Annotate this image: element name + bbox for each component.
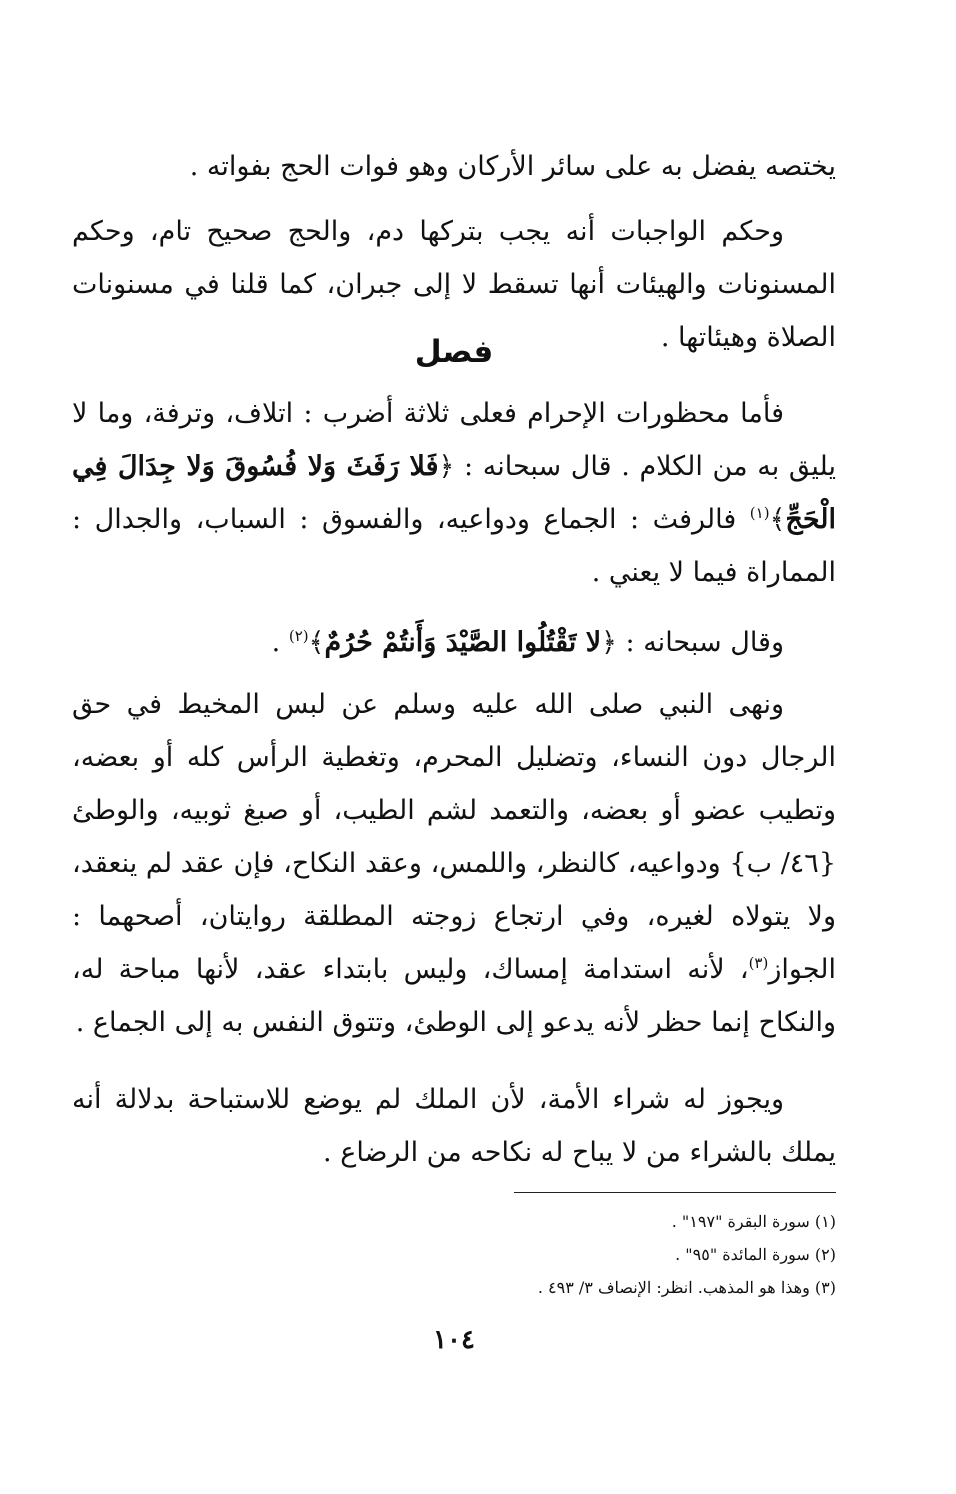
paragraph-text: ، لأنه استدامة إمساك، وليس بابتداء عقد، لأنها مباحة له، والنكاح إنما حظر لأنه يدعو إلى الوطئ، وتتوق النفس به إلى الجماع . [72, 954, 836, 1038]
footnote-1: (١) سورة البقرة "١٩٧" . [671, 1212, 836, 1231]
paragraph-text: يختصه يفضل به على سائر الأركان وهو فوات الحج بفواته . [189, 151, 836, 182]
paragraph-prohibitions [72, 678, 836, 1049]
quran-verse: فَلا رَفَثَ وَلا فُسُوقَ وَلا جِدَالَ فِي الْحَجِّ [72, 451, 836, 535]
paragraph-text: وقال سبحانه : [625, 627, 784, 658]
footnote-separator [514, 1192, 836, 1193]
paragraph-text: ونهى النبي صلى الله عليه وسلم عن لبس المخيط في حق الرجال دون النساء، وتضليل المحرم، وتغطية الرأس كله أو بعضه، وتطيب عضو أو بعضه، والتعمد لشم الطيب، أو صبغ ثوبيه، والوطئ {٤٦/ ب} ودواعيه، كالنظر، واللمس، وعقد النكاح، فإن عقد لم ينعقد، ولا يتولاه لغيره، وفي ارتجاع زوجته المطلقة روايتان، أصحهما : الجواز [72, 689, 836, 985]
quran-verse: لا تَقْتُلُوا الصَّيْدَ وَأَنتُمْ حُرُمٌ [324, 627, 602, 658]
footnote-ref-3[interactable]: (٣) [748, 954, 769, 972]
quran-bracket-close: ﴾ [769, 504, 786, 535]
paragraph-purchase [72, 1073, 836, 1179]
footnote-ref-1[interactable]: (١) [749, 504, 770, 522]
section-heading: فصل [414, 334, 494, 370]
book-page [72, 0, 836, 1494]
footnote-3: (٣) وهذا هو المذهب. انظر: الإنصاف ٣/ ٤٩٣ . [537, 1278, 836, 1297]
page-number: ١٠٤ [433, 1325, 475, 1355]
footnote-2: (٢) سورة المائدة "٩٥" . [675, 1245, 836, 1264]
footnote-ref-2[interactable]: (٢) [288, 627, 309, 645]
footnotes [72, 1205, 836, 1304]
quran-bracket-open: ﴿ [601, 627, 617, 658]
paragraph-text: وحكم الواجبات أنه يجب بتركها دم، والحج صحيح تام، وحكم المسنونات والهيئات أنها تسقط لا إلى جبران، كما قلنا في مسنونات الصلاة وهيئاتها . [72, 216, 836, 353]
paragraph-text: فأما محظورات الإحرام فعلى ثلاثة أضرب : اتلاف، وترفة، وما لا يليق به من الكلام . قال سبحانه : [72, 398, 836, 482]
quran-bracket-open: ﴿ [438, 451, 455, 482]
quran-bracket-close: ﴾ [308, 627, 325, 658]
paragraph-continuation [72, 140, 836, 193]
paragraph-sayd [72, 616, 836, 669]
paragraph-mahzurat [72, 387, 836, 599]
paragraph-text: فالرفث : الجماع ودواعيه، والفسوق : السباب، والجدال : المماراة فيما لا يعني . [72, 504, 836, 588]
paragraph-text: . [271, 627, 281, 658]
paragraph-text: ويجوز له شراء الأمة، لأن الملك لم يوضع للاستباحة بدلالة أنه يملك بالشراء من لا يباح له نكاحه من الرضاع . [72, 1084, 836, 1168]
